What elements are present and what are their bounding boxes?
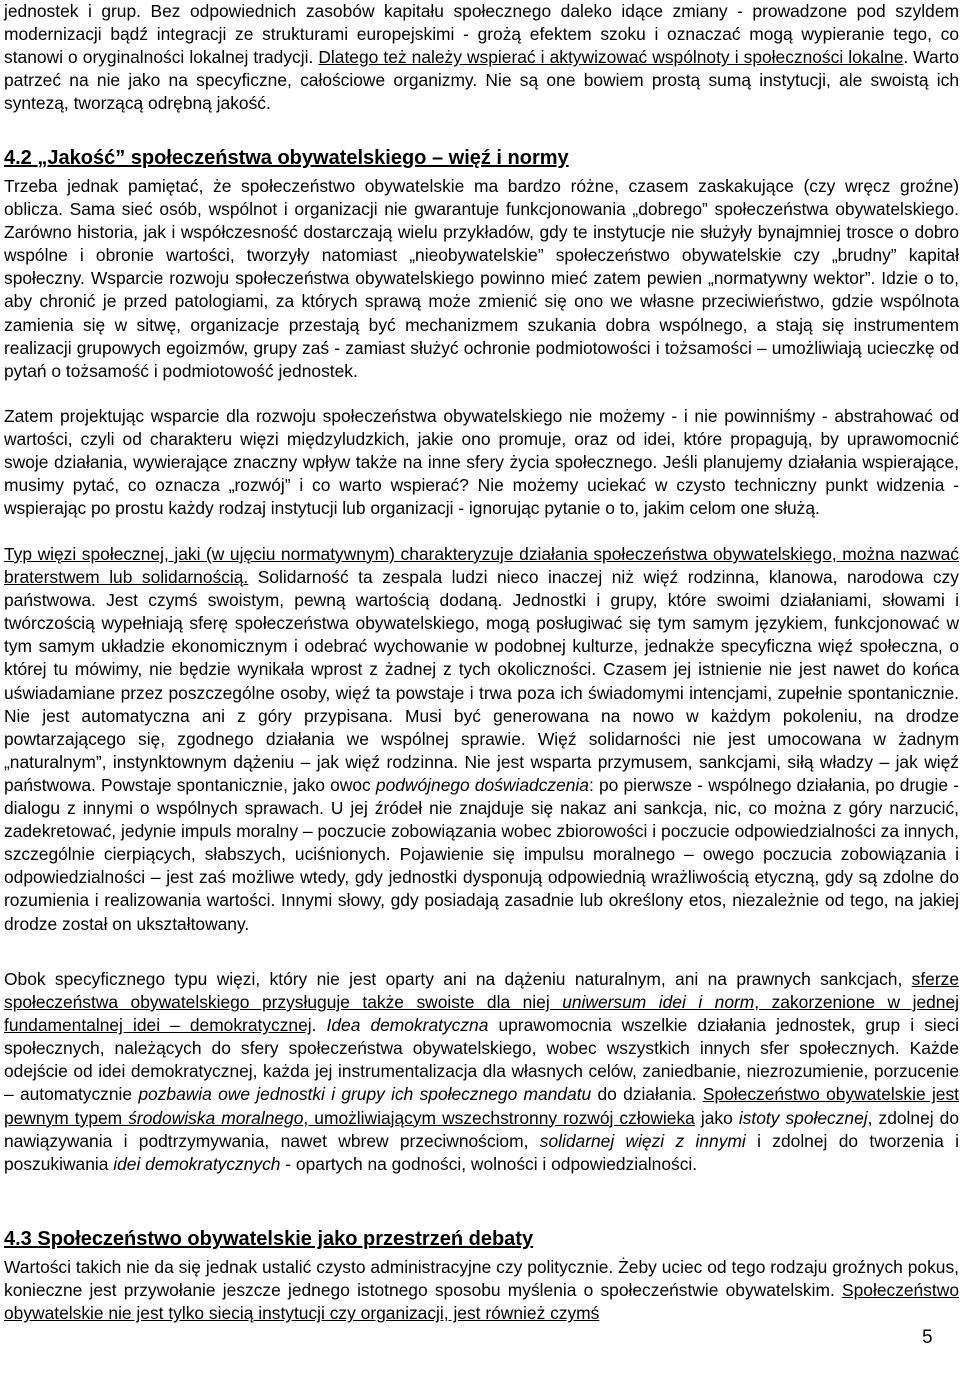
- underlined-solidarity-definition: Typ więzi społecznej, jaki (w ujęciu normatywnym) charakteryzuje działania społeczeństwa obywatelskiego, można nazwać braterstwem lub solidarnością.: [4, 544, 959, 588]
- paragraph-values: Zatem projektując wsparcie dla rozwoju społeczeństwa obywatelskiego nie możemy - i nie powinniśmy - abstrahować od wartości, czyli od charakteru więzi międzyludzkich, jakie ono promuje, oraz od idei, które propagują, by uprawomocnić swoje działania, wywierające znaczny wpływ także na inne sfery życia społecznego. Jeśli planujemy działania wspierające, musimy pytać, co oznacza „rozwój” i co warto wspierać? Nie możemy uciekać w czysto techniczny punkt widzenia - wspierając po prostu każdy rodzaj instytucji lub organizacji - ignorując pytanie o to, jakim celom one służą.: [4, 406, 959, 519]
- paragraph-quality: Trzeba jednak pamiętać, że społeczeństwo obywatelskie ma bardzo różne, czasem zaskakujące (czy wręcz groźne) oblicza. Sama sieć osób, wspólnot i organizacji nie gwarantuje funkcjonowania „dobrego” społeczeństwa obywatelskiego. Zarówno historia, jak i współczesność dostarczają wielu przykładów, gdy te instytucje nie służyły bynajmniej trosce o dobro wspólne i obronie wartości, tworzyły natomiast „nieobywatelskie” społeczeństwo obywatelskie czy „brudny” kapitał społeczny. Wsparcie rozwoju społeczeństwa obywatelskiego powinno mieć zatem pewien „normatywny wektor”. Idzie o to, aby chronić je przed patologiami, za których sprawą może zmienić się ono we własne przeciwieństwo, gdzie wspólnota zamienia się w sitwę, organizacje przestają być mechanizmem szukania dobra wspólnego, a stają się instrumentem realizacji grupowych egoizmów, grupy zaś - zamiast służyć ochronie podmiotowości i tożsamości – umożliwiają ucieczkę od pytań o tożsamość i podmiotowość jednostek.: [4, 176, 959, 381]
- section-heading-4-2: 4.2 „Jakość” społeczeństwa obywatelskiego – więź i normy: [4, 147, 569, 169]
- section-heading-4-3: 4.3 Społeczeństwo obywatelskie jako przestrzeń debaty: [4, 1228, 534, 1250]
- page-number: 5: [922, 1327, 933, 1348]
- paragraph-intro: jednostek i grup. Bez odpowiednich zasobów kapitału społecznego daleko idące zmiany - prowadzone pod szyldem modernizacji bądź integracji ze strukturami europejskimi - grożą efektem szoku i oznaczać mogą wypieranie tego, co stanowi o oryginalności lokalnej tradycji. Dlatego też należy wspierać i aktywizować wspólnoty i społeczności lokalne. Warto patrzeć na nie jako na specyficzne, całościowe organizmy. Nie są one bowiem prostą sumą instytucji, ale swoistą ich syntezą, tworzącą odrębną jakość.: [4, 1, 960, 114]
- underlined-thesis: Dlatego też należy wspierać i aktywizować wspólnoty i społeczności lokalne: [318, 47, 904, 68]
- paragraph-democratic-idea: Obok specyficznego typu więzi, który nie jest oparty ani na dążeniu naturalnym, ani na prawnych sankcjach, sferze społeczeństwa obywatelskiego przysługuje także swoiste dla niej uniwersum idei i norm, zakorzenione w jednej fundamentalnej idei – demokratycznej. Idea demokratyczna uprawomocnia wszelkie działania jednostek, grup i sieci społecznych, należących do sfery społeczeństwa obywatelskiego, wobec wszystkich innych sfer społecznych. Każde odejście od idei demokratycznej, każda jej instrumentalizacja dla własnych celów, zaniedbanie, niezrozumienie, porzucenie – automatycznie pozbawia owe jednostki i grupy ich społecznego mandatu do działania. Społeczeństwo obywatelskie jest pewnym typem środowiska moralnego, umożliwiającym wszechstronny rozwój człowieka jako istoty społecznej, zdolnej do nawiązywania i podtrzymywania, nawet wbrew przeciwnościom, solidarnej więzi z innymi i zdolnej do tworzenia i poszukiwania idei demokratycznych - opartych na godności, wolności i odpowiedzialności.: [4, 969, 960, 1174]
- paragraph-debate: Wartości takich nie da się jednak ustalić czysto administracyjne czy politycznie. Żeby uciec od tego rodzaju groźnych pokus, konieczne jest przywołanie jeszcze jednego istotnego sposobu myślenia o społeczeństwie obywatelskim. Społeczeństwo obywatelskie nie jest tylko siecią instytucji czy organizacji, jest również czymś: [4, 1257, 959, 1324]
- paragraph-solidarity: Typ więzi społecznej, jaki (w ujęciu normatywnym) charakteryzuje działania społeczeństwa obywatelskiego, można nazwać braterstwem lub solidarnością. Solidarność ta zespala ludzi nieco inaczej niż więź rodzinna, klanowa, narodowa czy państwowa. Jest czymś swoistym, pewną wartością dodaną. Jednostki i grupy, które swoimi działaniami, słowami i twórczością wypełniają sferę społeczeństwa obywatelskiego, mogą posługiwać się tym samym językiem, funkcjonować w tym samym układzie ekonomicznym i odebrać wychowanie w podobnej kulturze, jednakże specyficzna więź społeczna, o której tu mówimy, nie będzie wynikała wprost z żadnej z tych okoliczności. Czasem jej istnienie nie jest nawet do końca uświadamiane przez poszczególne osoby, więź ta powstaje i trwa poza ich świadomymi intencjami, zupełnie spontanicznie. Nie jest automatyczna ani z góry przypisana. Musi być generowana na nowo w każdym pokoleniu, na drodze powtarzającego się, zgodnego działania we wspólnej sprawie. Więź solidarności nie jest umocowana w żadnym „naturalnym”, instynktownym dążeniu – jak więź rodzinna. Nie jest wsparta przymusem, sankcjami, siłą władzy – jak więź państwowa. Powstaje spontanicznie, jako owoc podwójnego doświadczenia: po pierwsze - wspólnego działania, po drugie - dialogu z innymi o wspólnych sprawach. U jej źródeł nie znajduje się nakaz ani sankcja, nic, co można z góry narzucić, zadekretować, jedynie impuls moralny – poczucie zobowiązania wobec zbiorowości i poczucie odpowiedzialności za innych, szczególnie cierpiących, słabszych, uciśnionych. Pojawienie się impulsu moralnego – owego poczucia zobowiązania i odpowiedzialności – jest zaś możliwe wtedy, gdy jednostki dysponują odpowiednią wrażliwością etyczną, gdy są zdolne do rozumienia i realizowania wartości. Innymi słowy, gdy posiadają zasadnie lub określony etos, niezależnie od tego, na jakiej drodze został on ukształtowany.: [4, 544, 959, 934]
